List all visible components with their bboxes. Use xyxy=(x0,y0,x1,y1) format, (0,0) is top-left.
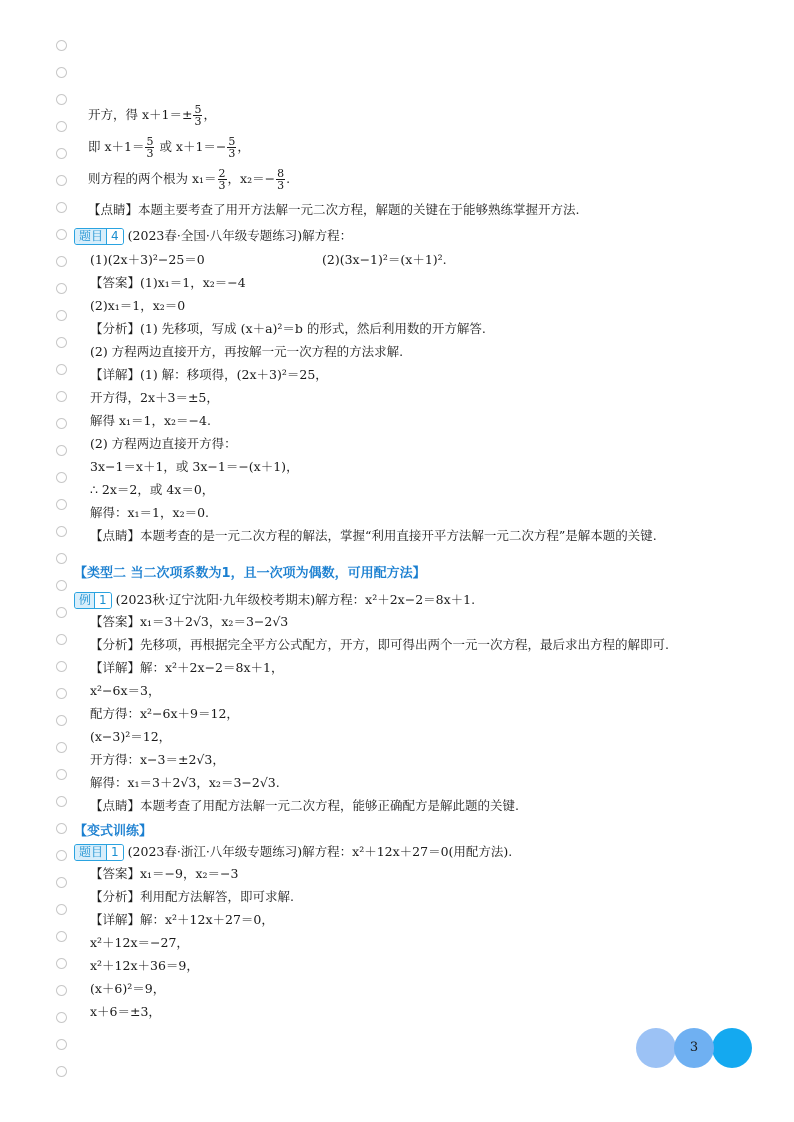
detail-line: (x−3)²＝12， xyxy=(90,729,172,744)
ring-icon xyxy=(56,391,67,402)
answer-line: (2)x₁＝1，x₂＝0 xyxy=(90,298,186,313)
analysis-line: 【分析】先移项，再根据完全平方公式配方，开方，即可得出两个一元一次方程，最后求出方程的解即可. xyxy=(90,637,669,652)
denominator: 3 xyxy=(277,179,285,192)
fraction xyxy=(218,168,227,191)
ring-icon xyxy=(56,229,67,240)
solution-line xyxy=(88,104,216,127)
answer-line: 【答案】x₁＝−9，x₂＝−3 xyxy=(90,866,239,881)
ring-icon xyxy=(56,985,67,996)
fraction xyxy=(145,136,154,159)
ring-icon xyxy=(56,499,67,510)
detail-line: 【详解】解：x²＋12x＋27＝0， xyxy=(90,912,274,927)
detail-line: 开方得：x−3＝±2√3， xyxy=(90,752,225,767)
remark-line: 【点睛】本题主要考查了用开方法解一元二次方程，解题的关键在于能够熟练掌握开方法. xyxy=(88,202,580,217)
ring-icon xyxy=(56,688,67,699)
ring-icon xyxy=(56,661,67,672)
ring-icon xyxy=(56,931,67,942)
analysis-line: 【分析】(1) 先移项，写成 (x＋a)²＝b 的形式，然后利用数的开方解答. xyxy=(90,321,486,336)
text: . xyxy=(286,171,291,186)
tag-label: 题目 xyxy=(75,229,106,244)
numerator: 5 xyxy=(146,135,154,148)
denominator: 3 xyxy=(228,147,236,160)
solution-line xyxy=(88,168,290,191)
ring-icon xyxy=(56,526,67,537)
solution-line xyxy=(88,136,250,159)
ring-icon xyxy=(56,958,67,969)
numerator: 2 xyxy=(218,167,226,180)
question-tag xyxy=(74,228,124,245)
detail-line: x²＋12x＋36＝9， xyxy=(90,958,199,973)
text: 则方程的两个根为 x₁＝ xyxy=(88,171,217,186)
analysis-line: 【分析】利用配方法解答，即可求解. xyxy=(90,889,294,904)
bubble-decoration xyxy=(636,1028,676,1068)
ring-icon xyxy=(56,310,67,321)
question-part-2: (2)(3x−1)²＝(x＋1)². xyxy=(322,252,447,267)
question-tag xyxy=(74,844,124,861)
example-text: (2023秋·辽宁沈阳·九年级校考期末)解方程：x²＋2x−2＝8x＋1. xyxy=(115,592,476,607)
tag-number: 1 xyxy=(106,845,123,860)
ring-icon xyxy=(56,1012,67,1023)
denominator: 3 xyxy=(194,115,202,128)
detail-line: 配方得：x²−6x＋9＝12， xyxy=(90,706,239,721)
ring-icon xyxy=(56,121,67,132)
ring-icon xyxy=(56,1039,67,1050)
detail-line: x²−6x＝3， xyxy=(90,683,161,698)
ring-icon xyxy=(56,823,67,834)
answer-line: 【答案】(1)x₁＝1，x₂＝−4 xyxy=(90,275,246,290)
ring-icon xyxy=(56,553,67,564)
detail-line: 【详解】解：x²＋2x−2＝8x＋1， xyxy=(90,660,284,675)
denominator: 3 xyxy=(218,179,226,192)
text: ， xyxy=(203,107,216,122)
section-title: 【类型二 当二次项系数为1，且一次项为偶数，可用配方法】 xyxy=(74,566,426,581)
numerator: 5 xyxy=(194,103,202,116)
detail-line: 【详解】(1) 解：移项得，(2x＋3)²＝25， xyxy=(90,367,328,382)
detail-line: 开方得，2x＋3＝±5， xyxy=(90,390,219,405)
question-text: (2023春·全国·八年级专题练习)解方程： xyxy=(127,228,353,243)
text: 开方，得 x＋1＝± xyxy=(88,107,193,122)
detail-line: 解得：x₁＝1，x₂＝0. xyxy=(90,505,210,520)
page-number-badge xyxy=(636,1028,752,1068)
text: 即 x＋1＝ xyxy=(88,139,145,154)
analysis-line: (2) 方程两边直接开方，再按解一元一次方程的方法求解. xyxy=(90,344,404,359)
text: ，x₂＝− xyxy=(227,171,276,186)
question-header xyxy=(74,844,512,861)
example-tag xyxy=(74,592,112,609)
page-number: 3 xyxy=(689,1040,699,1055)
detail-line: ∴ 2x＝2，或 4x＝0， xyxy=(90,482,215,497)
ring-icon xyxy=(56,1066,67,1077)
text: 或 x＋1＝− xyxy=(155,139,227,154)
remark-line: 【点睛】本题考查了用配方法解一元二次方程，能够正确配方是解此题的关键. xyxy=(90,798,519,813)
detail-line: 3x−1＝x＋1，或 3x−1＝−(x＋1)， xyxy=(90,459,299,474)
ring-icon xyxy=(56,877,67,888)
question-text: (2023春·浙江·八年级专题练习)解方程：x²＋12x＋27＝0(用配方法). xyxy=(127,844,513,859)
ring-icon xyxy=(56,715,67,726)
numerator: 8 xyxy=(277,167,285,180)
ring-icon xyxy=(56,796,67,807)
ring-icon xyxy=(56,364,67,375)
fraction xyxy=(193,104,202,127)
ring-icon xyxy=(56,337,67,348)
ring-icon xyxy=(56,94,67,105)
ring-icon xyxy=(56,607,67,618)
question-header xyxy=(74,228,352,245)
ring-icon xyxy=(56,904,67,915)
example-header xyxy=(74,592,475,609)
text: ， xyxy=(237,139,250,154)
ring-icon xyxy=(56,742,67,753)
tag-label: 题目 xyxy=(75,845,106,860)
fraction xyxy=(227,136,236,159)
detail-line: 解得：x₁＝3＋2√3，x₂＝3−2√3. xyxy=(90,775,280,790)
ring-icon xyxy=(56,67,67,78)
ring-icon xyxy=(56,283,67,294)
detail-line: x²＋12x＝−27， xyxy=(90,935,189,950)
ring-icon xyxy=(56,148,67,159)
ring-icon xyxy=(56,850,67,861)
detail-line: (2) 方程两边直接开方得： xyxy=(90,436,237,451)
ring-icon xyxy=(56,40,67,51)
ring-icon xyxy=(56,256,67,267)
ring-icon xyxy=(56,445,67,456)
ring-icon xyxy=(56,472,67,483)
tag-number: 1 xyxy=(94,593,111,608)
detail-line: 解得 x₁＝1，x₂＝−4. xyxy=(90,413,211,428)
remark-line: 【点睛】本题考查的是一元二次方程的解法，掌握“利用直接开平方法解一元二次方程”是解本题的关键. xyxy=(90,528,657,543)
ring-icon xyxy=(56,634,67,645)
section-title: 【变式训练】 xyxy=(74,824,153,839)
detail-line: (x＋6)²＝9， xyxy=(90,981,166,996)
ring-icon xyxy=(56,418,67,429)
fraction xyxy=(276,168,285,191)
ring-icon xyxy=(56,580,67,591)
ring-icon xyxy=(56,769,67,780)
question-part-1: (1)(2x＋3)²−25＝0 xyxy=(90,252,205,267)
ring-icon xyxy=(56,202,67,213)
tag-number: 4 xyxy=(106,229,123,244)
bubble-decoration xyxy=(712,1028,752,1068)
ring-icon xyxy=(56,175,67,186)
numerator: 5 xyxy=(228,135,236,148)
denominator: 3 xyxy=(146,147,154,160)
tag-label: 例 xyxy=(75,593,94,608)
detail-line: x＋6＝±3， xyxy=(90,1004,161,1019)
answer-line: 【答案】x₁＝3＋2√3，x₂＝3−2√3 xyxy=(90,614,289,629)
